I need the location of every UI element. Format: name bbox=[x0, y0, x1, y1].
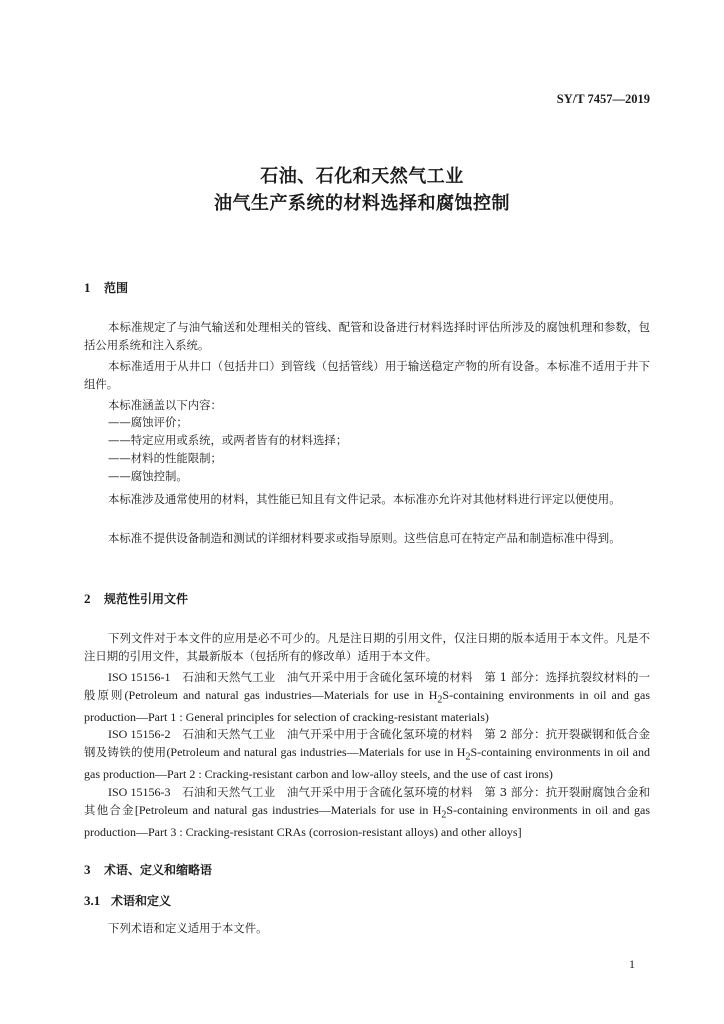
section-title: 术语、定义和缩略语 bbox=[104, 863, 213, 877]
list-item: ——材料的性能限制； bbox=[108, 451, 222, 465]
reference-title-en: [Petroleum and natural gas industries—Materials for use in $H_2S$-containing environments in oil and gas production—Part 3 : Cracking-resistant CRAs (corrosion-resistant alloys) and other alloys] bbox=[84, 802, 650, 839]
page-number: 1 bbox=[629, 957, 635, 971]
reference-title-cn: 石油和天然气工业 油气开采中用于含硫化氢环境的材料 第 2 部分：抗开裂碳钢和低合金钢及铸铁的使用 bbox=[84, 727, 650, 759]
section-number: 3 bbox=[84, 862, 91, 877]
section-number: 2 bbox=[84, 591, 91, 606]
paragraph: 本标准不提供设备制造和测试的详细材料要求或指导原则。这些信息可在特定产品和制造标准中得到。 bbox=[108, 531, 621, 545]
reference-item bbox=[84, 784, 650, 841]
subsection-3-1-heading bbox=[84, 892, 171, 909]
list-item: ——腐蚀控制。 bbox=[108, 469, 188, 483]
subsection-title: 术语和定义 bbox=[111, 894, 172, 908]
document-title-line2: 油气生产系统的材料选择和腐蚀控制 bbox=[214, 193, 510, 214]
reference-title-cn: 石油和天然气工业 油气开采中用于含硫化氢环境的材料 第 3 部分：抗开裂耐腐蚀合金和其他合金 bbox=[84, 785, 650, 817]
document-title-line1: 石油、石化和天然气工业 bbox=[260, 166, 464, 187]
list-item: ——特定应用或系统，或两者皆有的材料选择； bbox=[108, 433, 348, 447]
section-2-heading bbox=[84, 590, 188, 607]
reference-title-en: (Petroleum and natural gas industries—Materials for use in $H_2S$-containing environments in oil and gas production—Part 1 : General principles for selection of cracking-resistant materials) bbox=[84, 687, 650, 724]
paragraph: 下列术语和定义适用于本文件。 bbox=[108, 921, 268, 935]
reference-item bbox=[84, 669, 650, 726]
reference-item bbox=[84, 726, 650, 783]
list-item: ——腐蚀评价； bbox=[108, 415, 188, 429]
reference-title-cn: 石油和天然气工业 油气开采中用于含硫化氢环境的材料 第 1 部分：选择抗裂纹材料的一般原则 bbox=[84, 670, 650, 702]
standard-code: SY/T 7457—2019 bbox=[556, 92, 650, 106]
section-title: 规范性引用文件 bbox=[104, 592, 189, 606]
section-3-heading bbox=[84, 861, 212, 878]
subsection-number: 3.1 bbox=[84, 893, 101, 908]
paragraph: 本标准涵盖以下内容： bbox=[108, 398, 222, 412]
reference-id: ISO 15156-2 bbox=[108, 727, 171, 741]
section-title: 范围 bbox=[104, 281, 129, 295]
paragraph: 本标准规定了与油气输送和处理相关的管线、配管和设备进行材料选择时评估所涉及的腐蚀机理和参数，包括公用系统和注入系统。 bbox=[84, 320, 650, 352]
reference-id: ISO 15156-3 bbox=[108, 785, 171, 799]
paragraph: 本标准涉及通常使用的材料，其性能已知且有文件记录。本标准亦允许对其他材料进行评定以便使用。 bbox=[108, 492, 621, 506]
paragraph: 本标准适用于从井口（包括井口）到管线（包括管线）用于输送稳定产物的所有设备。本标准不适用于井下组件。 bbox=[84, 359, 650, 391]
section-number: 1 bbox=[84, 280, 91, 295]
reference-title-en: (Petroleum and natural gas industries—Materials for use in $H_2S$-containing environments in oil and gas production—Part 2 : Cracking-resistant carbon and low-alloy steels, and the use of cast irons) bbox=[84, 744, 650, 781]
reference-id: ISO 15156-1 bbox=[108, 670, 171, 684]
section-1-heading bbox=[84, 279, 128, 296]
paragraph: 下列文件对于本文件的应用是必不可少的。凡是注日期的引用文件，仅注日期的版本适用于本文件。凡是不注日期的引用文件，其最新版本（包括所有的修改单）适用于本文件。 bbox=[84, 631, 650, 663]
